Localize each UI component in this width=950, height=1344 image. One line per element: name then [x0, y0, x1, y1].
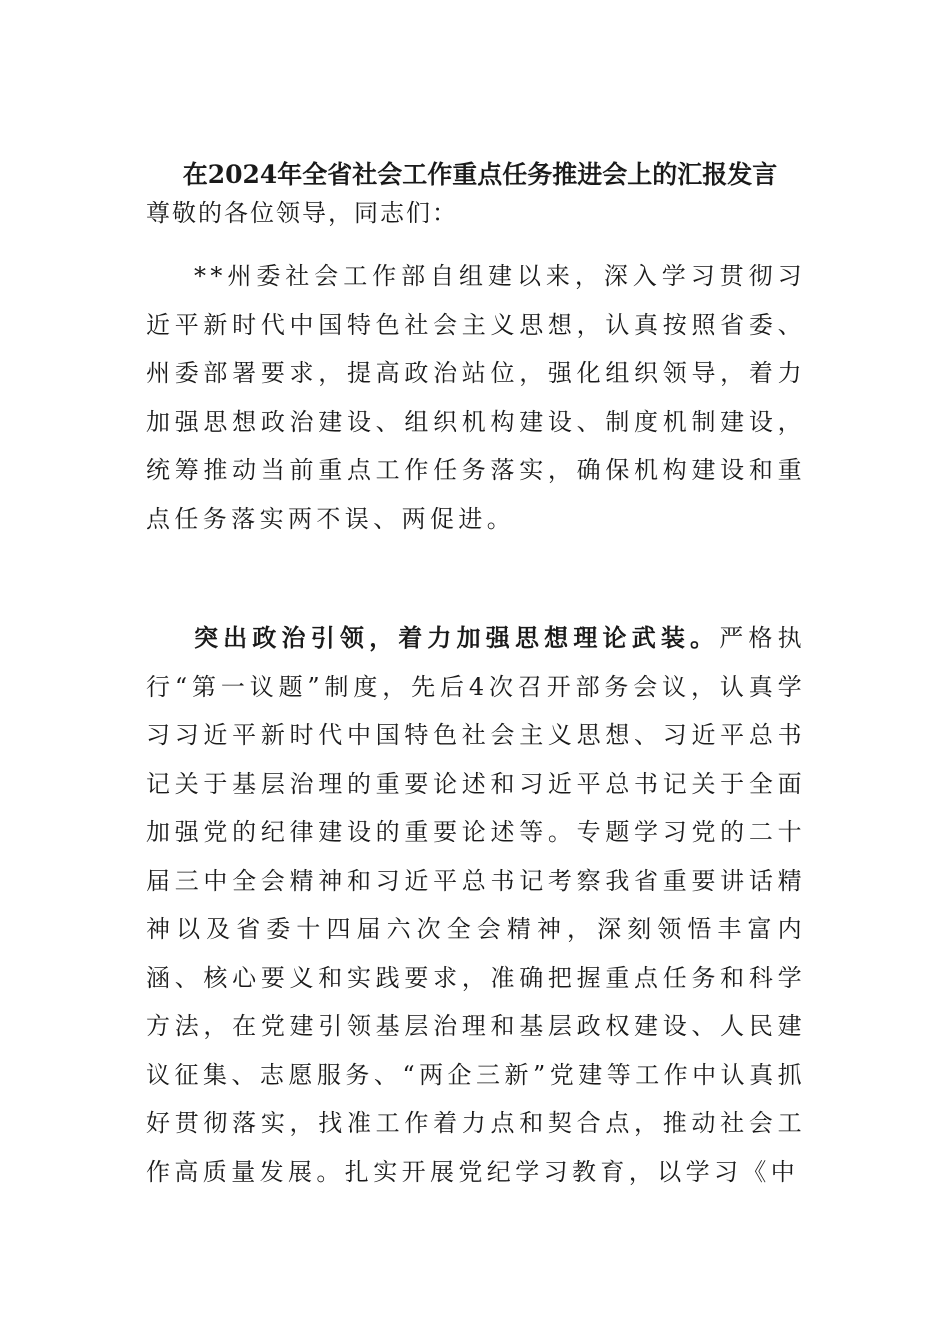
paragraph-political-leadership [146, 614, 806, 1196]
paragraph-intro [146, 252, 806, 543]
paragraph-heading: 突出政治引领，着力加强思想理论武装。 [194, 623, 720, 652]
paragraph-intro-text: **州委社会工作部自组建以来，深入学习贯彻习近平新时代中国特色社会主义思想，认真按照省委、州委部署要求，提高政治站位，强化组织领导，着力加强思想政治建设、组织机构建设、制度机制建设，统筹推动当前重点工作任务落实，确保机构建设和重点任务落实两不误、两促进。 [146, 262, 806, 533]
salutation: 尊敬的各位领导，同志们： [146, 199, 458, 227]
document-title: 在2024年全省社会工作重点任务推进会上的汇报发言 [182, 160, 778, 189]
paragraph-body-text: 严格执行“第一议题”制度，先后4次召开部务会议，认真学习习近平新时代中国特色社会主义思想、习近平总书记关于基层治理的重要论述和习近平总书记关于全面加强党的纪律建设的重要论述等。专题学习党的二十届三中全会精神和习近平总书记考察我省重要讲话精神以及省委十四届六次全会精神，深刻领悟丰富内涵、核心要义和实践要求，准确把握重点任务和科学方法，在党建引领基层治理和基层政权建设、人民建议征集、志愿服务、“两企三新”党建等工作中认真抓好贯彻落实，找准工作着力点和契合点，推动社会工作高质量发展。扎实开展党纪学习教育，以学习《中 [146, 624, 806, 1186]
